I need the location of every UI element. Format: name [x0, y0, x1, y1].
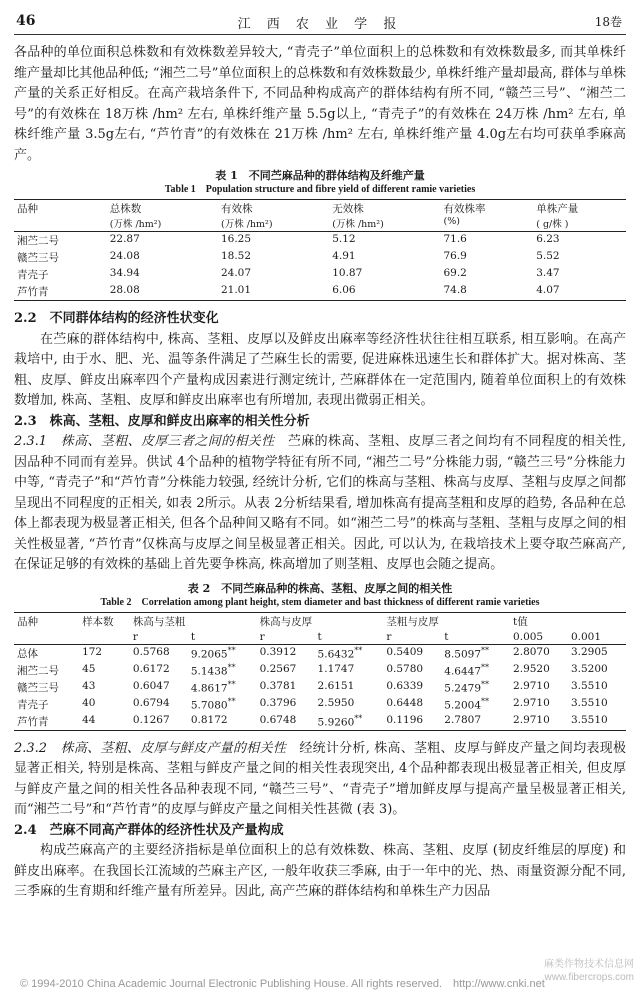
table-cell	[441, 662, 510, 679]
table2-group-header: t值	[510, 612, 626, 630]
table-cell: 湘苎二号	[17, 235, 59, 247]
table-cell: 74.8	[440, 283, 533, 301]
significance-mark: **	[227, 662, 236, 672]
significance-mark: **	[227, 679, 236, 689]
table1-header-cell	[107, 200, 218, 232]
table-cell: 芦竹青	[14, 283, 107, 301]
table-cell-value: 4.6447	[444, 665, 482, 677]
table-cell: 0.3912	[259, 645, 297, 658]
table-row	[14, 679, 626, 696]
table1-caption-cn: 表 1 不同苎麻品种的群体结构及纤维产量	[215, 169, 425, 182]
table-cell: 0.3796	[259, 696, 297, 709]
table2-sub-header: r	[383, 630, 441, 645]
table-cell	[315, 662, 384, 679]
table-cell: 赣苎三号	[17, 681, 59, 694]
table-cell: 45	[82, 662, 96, 675]
table-cell	[188, 679, 257, 696]
table-cell: 28.08	[107, 283, 218, 301]
table1	[14, 199, 626, 301]
section-2-3-title: 2.3 株高、茎粗、皮厚和鲜皮出麻率的相关性分析	[14, 413, 310, 429]
table-cell	[441, 696, 510, 713]
section-2-4-title: 2.4 苎麻不同高产群体的经济性状及产量构成	[14, 822, 284, 838]
table2-sub-header: t	[315, 630, 384, 645]
table-cell: 0.6047	[132, 679, 170, 692]
table-cell-value: 8.5097	[444, 648, 482, 660]
table1-header-cell	[329, 200, 440, 232]
table-cell	[315, 679, 384, 696]
table-row	[14, 283, 626, 301]
table-cell	[188, 644, 257, 662]
table1-header-cell	[218, 200, 329, 232]
significance-mark: **	[481, 679, 490, 689]
table-cell: 3.47	[536, 267, 560, 279]
table-cell-value: 2.6151	[317, 679, 355, 692]
table-cell: 76.9	[443, 250, 467, 262]
table-cell: 3.2905	[570, 645, 608, 658]
table-cell: 5.12	[332, 233, 356, 245]
table-cell: 10.87	[332, 267, 363, 279]
table1-header-main: 单株产量	[536, 203, 579, 215]
significance-mark: **	[481, 696, 490, 706]
table-row	[14, 696, 626, 713]
section-2-3-1-label: 2.3.1 株高、茎粗、皮厚三者之间的相关性	[14, 434, 275, 449]
table1-header-cell	[14, 200, 107, 232]
table-cell: 22.87	[109, 233, 140, 245]
watermark-line2: www.fibercrops.com	[544, 972, 634, 983]
table2-sub-header: r	[257, 630, 315, 645]
table-cell: 172	[82, 645, 103, 658]
table-cell	[441, 679, 510, 696]
copyright-footer: © 1994-2010 China Academic Journal Electronic Publishing House. All rights reserved. http://www.cnki.net	[20, 978, 545, 990]
table2-sub-header: 0.005	[510, 630, 568, 645]
table-cell: 40	[82, 696, 96, 709]
table-cell: 69.2	[443, 267, 467, 279]
table-row	[14, 232, 626, 250]
table-cell: 3.5200	[570, 662, 608, 675]
table-cell-value: 2.7807	[444, 713, 482, 726]
table-cell	[441, 713, 510, 731]
table-cell: 0.5409	[386, 645, 424, 658]
page-number: 46	[16, 13, 36, 29]
table2-group-header: 样本数	[79, 612, 130, 630]
table-cell	[315, 713, 384, 731]
table-cell: 0.1267	[130, 713, 188, 731]
table-cell-value: 0.8172	[190, 713, 228, 726]
section-2-4-text: 构成苎麻高产的主要经济指标是单位面积上的总有效株数、株高、茎粗、皮厚 (韧皮纤维层的厚度) 和鲜皮出麻率。在我国长江流域的苎麻主产区, 一般年收获三季麻, 由于一年中的光、热、雨量资源分配不同, 三季麻的生育期和纤维产量有所差异。因此, 高产苎麻的群体结构和单株生产力因品	[14, 843, 626, 899]
table-cell	[188, 696, 257, 713]
table-cell	[441, 644, 510, 662]
table1-header-main: 有效株率	[443, 203, 486, 215]
paper-page	[14, 8, 626, 903]
table1-caption-en: Table 1 Population structure and fibre yield of different ramie varieties	[164, 184, 476, 195]
table2-sub-header: t	[188, 630, 257, 645]
table1-header-unit: (%)	[443, 216, 460, 227]
table1-header-main: 有效株	[220, 203, 253, 215]
table-cell: 43	[82, 679, 96, 692]
table-cell	[188, 662, 257, 679]
table-cell: 24.08	[109, 250, 140, 262]
table-cell: 0.3781	[259, 679, 297, 692]
table2-caption-en: Table 2 Correlation among plant height, stem diameter and bast thickness of different ramie varieties	[100, 596, 540, 608]
table-cell: 3.5510	[570, 679, 608, 692]
table2-sub-header: 0.001	[568, 630, 626, 645]
page-header	[14, 8, 626, 35]
table-cell-value: 5.9260	[317, 716, 355, 728]
table-cell: 24.07	[220, 267, 252, 279]
significance-mark: **	[481, 645, 490, 655]
table-cell: 0.5780	[386, 662, 424, 675]
table-cell: 0.1196	[383, 713, 441, 731]
table-cell: 5.52	[536, 250, 560, 262]
table-cell: 3.5510	[570, 696, 608, 709]
table-cell: 青壳子	[17, 698, 49, 711]
significance-mark: **	[227, 645, 236, 655]
table-cell: 0.6748	[257, 713, 315, 731]
table1-header-main: 总株数	[109, 203, 142, 215]
table-cell: 2.9710	[513, 696, 550, 709]
table-row	[14, 644, 626, 662]
table-cell: 44	[79, 713, 130, 731]
table-cell: 0.6339	[386, 679, 424, 692]
section-2-2-title: 2.2 不同群体结构的经济性状变化	[14, 311, 219, 326]
table-cell-value: 5.2004	[444, 699, 482, 711]
table1-header-cell	[440, 200, 533, 232]
table-cell: 青壳子	[17, 269, 49, 281]
table-row	[14, 662, 626, 679]
significance-mark: **	[354, 645, 363, 655]
table1-header-unit: ( g/株 )	[536, 219, 569, 230]
table-cell-value: 5.6432	[317, 648, 355, 660]
table-cell: 0.6448	[386, 696, 424, 709]
journal-title: 江 西 农 业 学 报	[237, 17, 403, 32]
table-cell: 0.2567	[259, 662, 297, 675]
table-cell: 71.6	[443, 233, 467, 245]
table2-group-header: 品种	[14, 612, 79, 630]
table-cell-value: 9.2065	[190, 648, 228, 660]
table-cell-value: 4.8617	[190, 682, 228, 694]
table-cell: 2.9710	[510, 713, 568, 731]
section-2-3-2-paragraph	[14, 739, 626, 821]
table-cell: 34.94	[109, 267, 140, 279]
table1-header-cell	[533, 200, 626, 232]
section-2-3-1-paragraph	[14, 432, 626, 576]
table-cell	[315, 696, 384, 713]
table-cell-value: 5.7080	[190, 699, 228, 711]
table-cell: 总体	[17, 647, 38, 660]
table1-header-main: 无效株	[332, 203, 364, 215]
table-cell: 6.06	[329, 283, 440, 301]
table-cell-value: 1.1747	[317, 662, 355, 675]
table2-caption-cn: 表 2 不同苎麻品种的株高、茎粗、皮厚之间的相关性	[187, 581, 453, 595]
table-row	[14, 266, 626, 283]
volume-label: 18卷	[594, 15, 622, 29]
table-cell: 16.25	[220, 233, 252, 245]
table1-header-unit: (万株 /hm²)	[109, 219, 162, 230]
table2-sub-header	[14, 630, 79, 645]
table2-group-header: 株高与茎粗	[130, 612, 257, 630]
table2-sub-header: t	[441, 630, 510, 645]
section-2-3-2-text: 经统计分析, 株高、茎粗、皮厚与鲜皮产量之间均表现极显著正相关, 特别是株高、茎粗与鲜皮产量之间的相关性表现突出, 4个品种都表现出极显著正相关, 但皮厚与鲜皮产量之间的相关性各品种表现不同, “赣苎三号”、“青壳子”增加鲜皮厚与提高产量呈极显著正相关, 而“湘苎二号”和“芦竹青”的皮厚与鲜皮产量之间相关性甚微 (表 3)。	[14, 740, 626, 817]
table-cell: 0.5768	[132, 645, 170, 658]
table-cell: 3.5510	[568, 713, 626, 731]
table-cell: 2.8070	[513, 645, 550, 658]
table-cell: 0.6794	[132, 696, 170, 709]
table-cell: 18.52	[220, 250, 252, 262]
table-cell: 4.07	[533, 283, 626, 301]
table-cell: 2.9520	[513, 662, 550, 675]
table-cell: 湘苎二号	[17, 664, 59, 677]
intro-paragraph: 各品种的单位面积总株数和有效株数差异较大, “青壳子”单位面积上的总株数和有效株数最多, 而其单株纤维产量却比其他品种低; “湘苎二号”单位面积上的总株数和有效株数最少, 单株纤维产量却最高, 群体与单株产量的关系正好相反。在高产栽培条件下, 不同品种构成高产的群体结构有所不同, “赣苎三号”、“湘苎二号”的有效株在 18万株 /hm² 左右, 单株纤维产量 5.5g以上, “青壳子”的有效株在 24万株 /hm² 左右, 单株纤维产量 3.5g左右, “芦竹青”的有效株在 21万株 /hm² 左右, 单株纤维产量 4.0g左右均可获单季麻高产。	[14, 45, 626, 163]
section-2-3-1-text: 苎麻的株高、茎粗、皮厚三者之间均有不同程度的相关性, 因品种不同而有差异。供试 4个品种的植物学特征有所不同, “湘苎二号”分株能力弱, “赣苎三号”分株能力中等, “青壳子”和“芦竹青”分株能力较强, 经统计分析, 它们的株高与茎粗、株高与皮厚、茎粗与皮厚之间都呈现出不同程度的正相关, 如表 2所示。从表 2分析结果看, 增加株高有提高茎粗和皮厚的趋势, 各品种在总体上都表现为极显著正相关, 但各个品种间又略有不同。如“湘苎二号”的株高与茎粗、茎粗与皮厚之间的相关性极显著, “芦竹青”仅株高与皮厚之间呈极显著正相关。因此, 可以认为, 在栽培技术上要夺取苎麻高产, 在保证足够的有效株的基础上首先要争株高, 株高增加了则茎粗、皮厚也会随之提高。	[14, 434, 626, 572]
table-cell: 0.6172	[132, 662, 170, 675]
table-row	[14, 249, 626, 266]
table2-sub-header: r	[130, 630, 188, 645]
table-cell: 芦竹青	[14, 713, 79, 731]
table-row	[14, 713, 626, 731]
table-cell-value: 5.2479	[444, 682, 482, 694]
significance-mark: **	[354, 713, 363, 723]
significance-mark: **	[481, 662, 490, 672]
table1-header-unit: (万株 /hm²)	[332, 219, 384, 230]
table-cell-value: 5.1438	[190, 665, 228, 677]
table-cell	[188, 713, 257, 731]
table2-group-header: 株高与皮厚	[257, 612, 384, 630]
significance-mark: **	[227, 696, 236, 706]
table2-group-header: 茎粗与皮厚	[383, 612, 510, 630]
table1-header-unit: (万株 /hm²)	[220, 219, 273, 230]
table2	[14, 612, 626, 731]
table-cell: 赣苎三号	[17, 252, 59, 264]
table-cell	[315, 644, 384, 662]
table-cell-value: 2.5950	[317, 696, 355, 709]
watermark-line1: 麻类作物技术信息网	[544, 959, 634, 970]
table-cell: 21.01	[218, 283, 329, 301]
table-cell: 2.9710	[513, 679, 550, 692]
table-cell: 4.91	[332, 250, 356, 262]
section-2-2-text: 在苎麻的群体结构中, 株高、茎粗、皮厚以及鲜皮出麻率等经济性状往往相互联系, 相互影响。在高产栽培中, 由于水、肥、光、温等条件满足了苎麻生长的需要, 促进麻株迅速生长和群体扩大。据对株高、茎粗、皮厚、鲜皮出麻率四个产量构成因素进行测定统计, 苎麻群体在一定范围内, 随着单位面积上的有效株数增加, 株高、茎粗、皮厚和鲜皮出麻率也有所增加, 表现出微弱正相关。	[14, 331, 626, 408]
table2-sub-header	[79, 630, 130, 645]
section-2-3-2-label: 2.3.2 株高、茎粗、皮厚与鲜皮产量的相关性	[14, 740, 287, 756]
table1-header-main: 品种	[17, 203, 38, 215]
table-cell: 6.23	[536, 233, 560, 245]
